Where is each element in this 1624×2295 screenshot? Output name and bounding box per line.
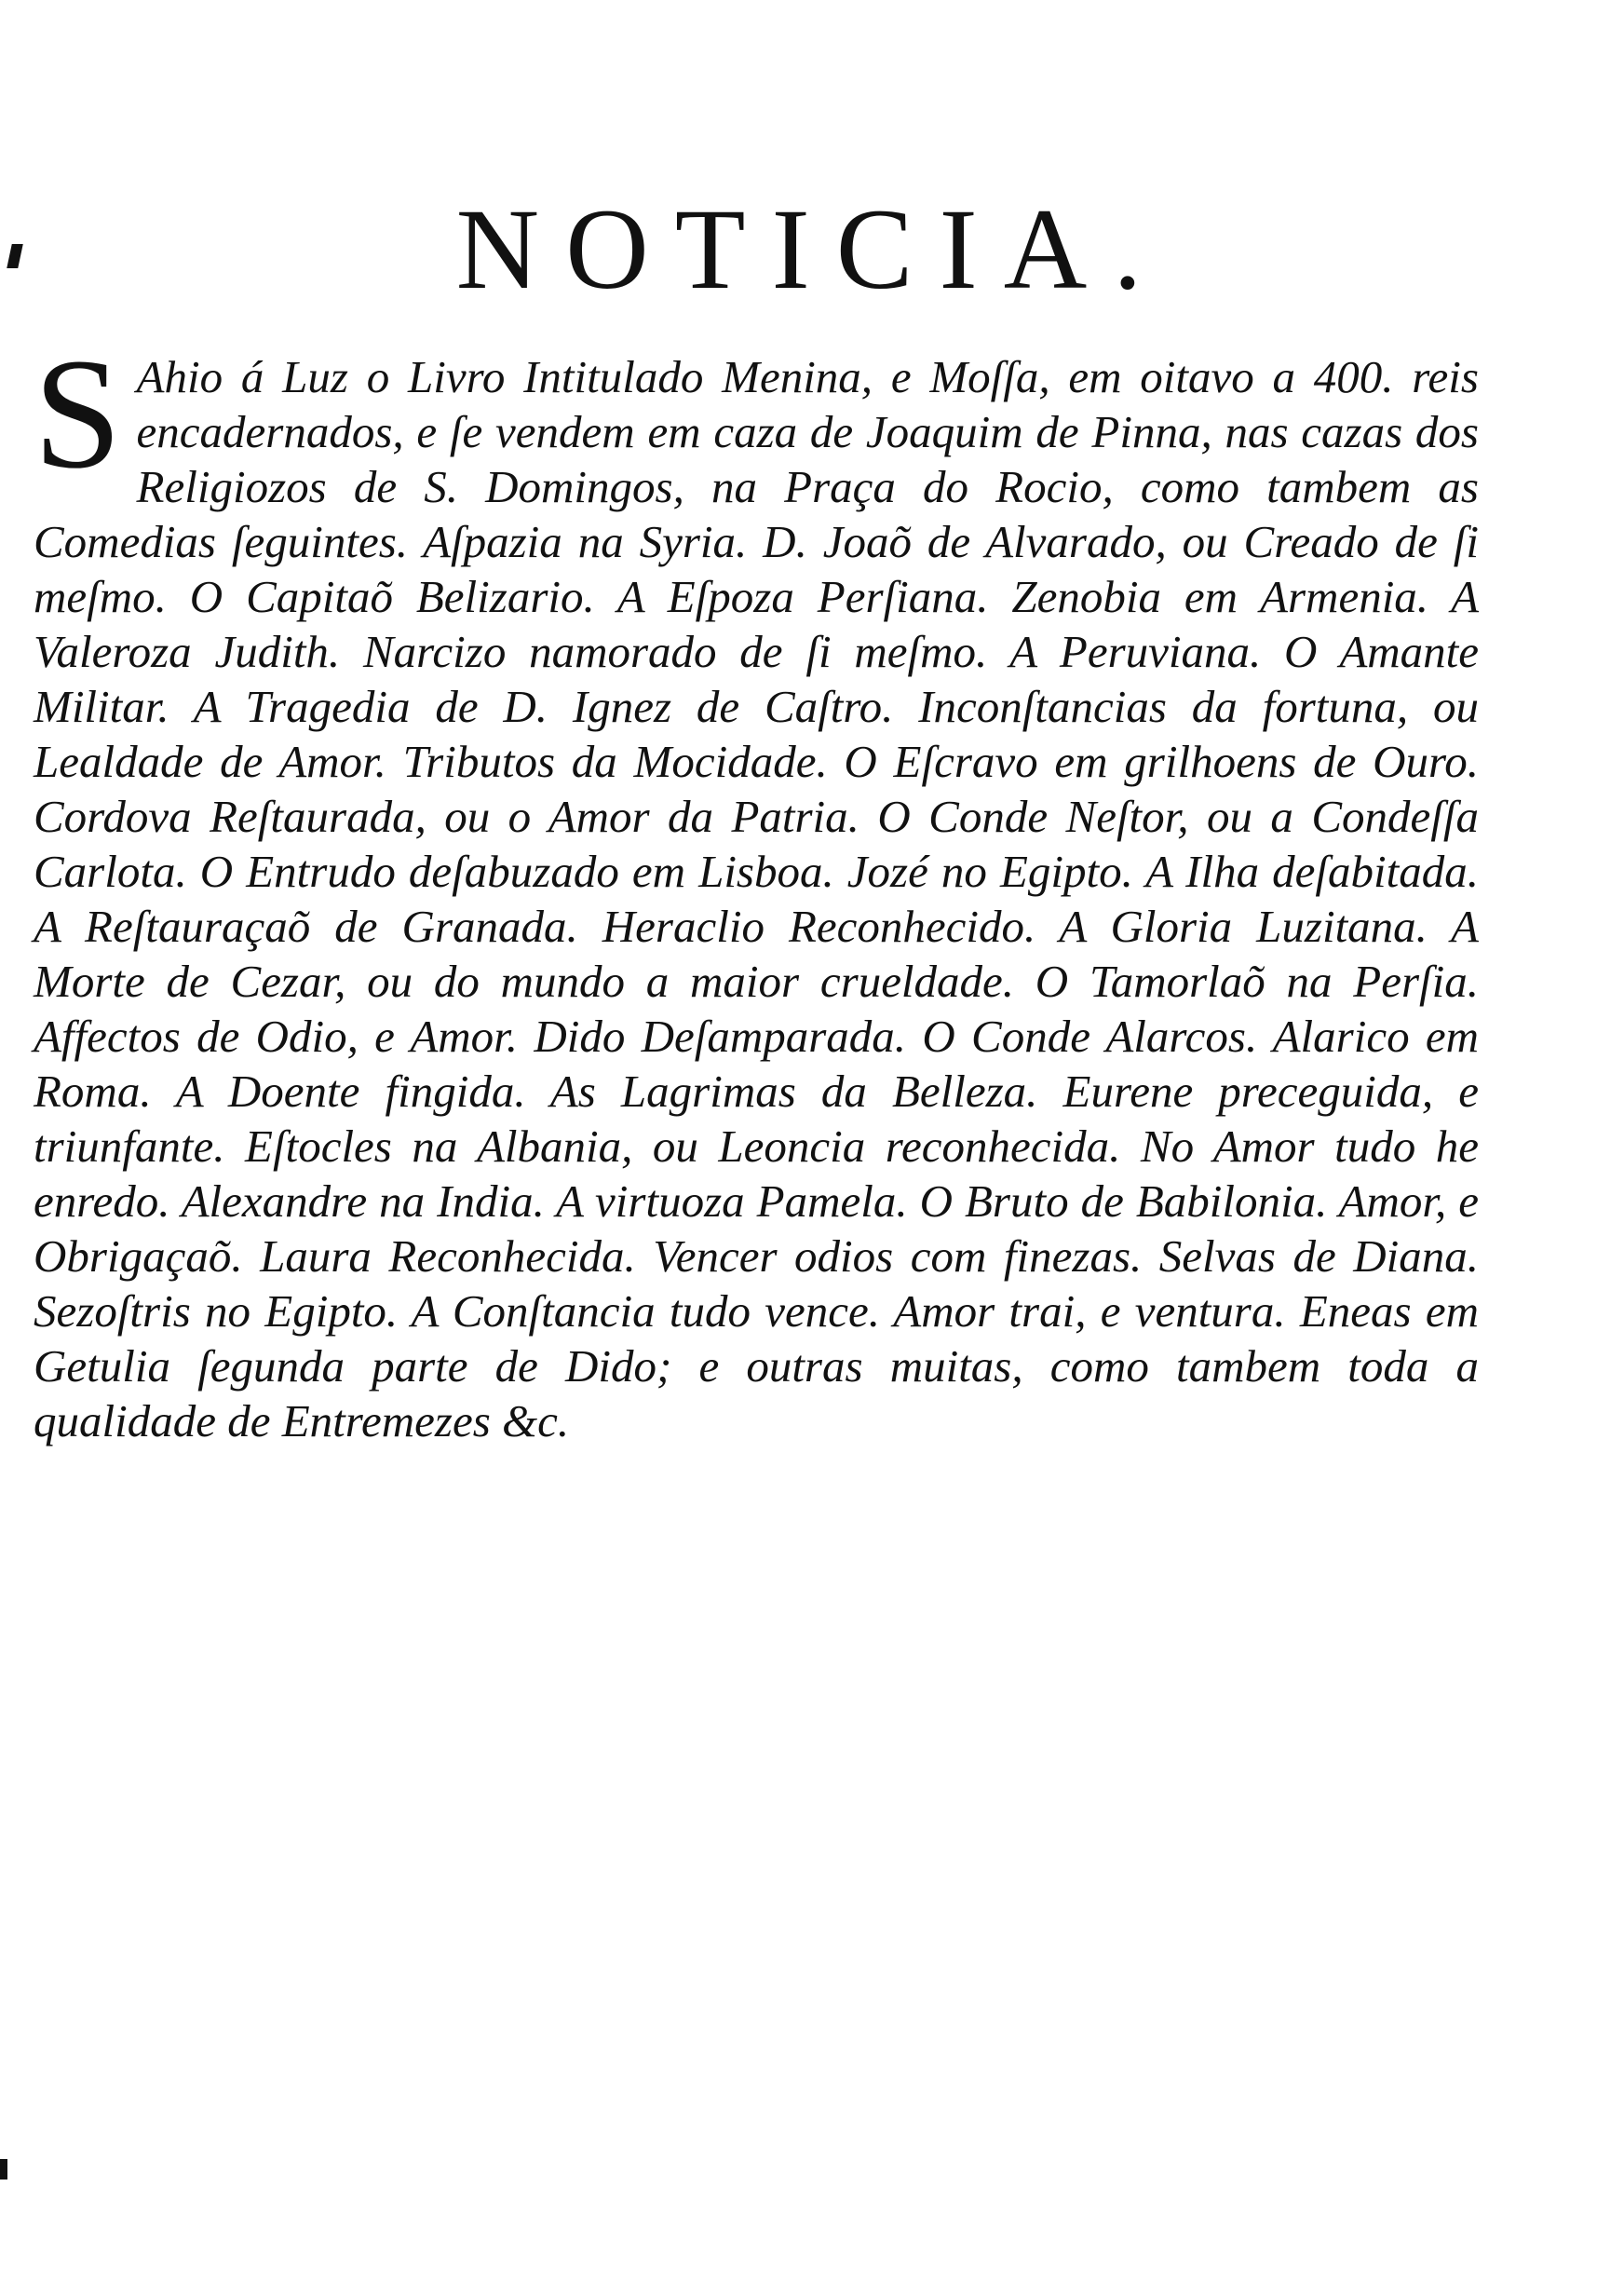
notice-body — [34, 326, 1479, 1448]
page-title: NOTICIA. — [455, 185, 1169, 313]
margin-mark-bottom — [0, 2159, 7, 2180]
notice-text: Ahio á Luz o Livro Intitulado Menina, e Moſſa, em oitavo a 400. reis encadernados, e ſe vendem em caza de Joaquim de Pinna, nas cazas dos Religiozos de S. Domingos, na Praça do Rocio, como tambem as Comedias ſeguintes. Aſpazia na Syria. D. Joaõ de Alvarado, ou Creado de ſi meſmo. O Capitaõ Belizario. A Eſpoza Perſiana. Zenobia em Armenia. A Valeroza Judith. Narcizo namorado de ſi meſmo. A Peruviana. O Amante Militar. A Tragedia de D. Ignez de Caſtro. Inconſtancias da fortuna, ou Lealdade de Amor. Tributos da Mocidade. O Eſcravo em grilhoens de Ouro. Cordova Reſtaurada, ou o Amor da Patria. O Conde Neſtor, ou a Condeſſa Carlota. O Entrudo deſabuzado em Lisboa. Jozé no Egipto. A Ilha deſabitada. A Reſtauraçaõ de Granada. Heraclio Reconhecido. A Gloria Luzitana. A Morte de Cezar, ou do mundo a maior crueldade. O Tamorlaõ na Perſia. Affectos de Odio, e Amor. Dido Deſamparada. O Conde Alarcos. Alarico em Roma. A Doente fingida. As Lagrimas da Belleza. Eurene preceguida, e triunfante. Eſtocles na Albania, ou Leoncia reconhecida. No Amor tudo he enredo. Alexandre na India. A virtuoza Pamela. O Bruto de Babilonia. Amor, e Obrigaçaõ. Laura Reconhecida. Vencer odios com finezas. Selvas de Diana. Sezoſtris no Egipto. A Conſtancia tudo vence. Amor trai, e ventura. Eneas em Getulia ſegunda parte de Dido; e outras muitas, como tambem toda a qualidade de Entremezes &c. — [34, 351, 1479, 1446]
drop-cap: S — [34, 326, 122, 501]
